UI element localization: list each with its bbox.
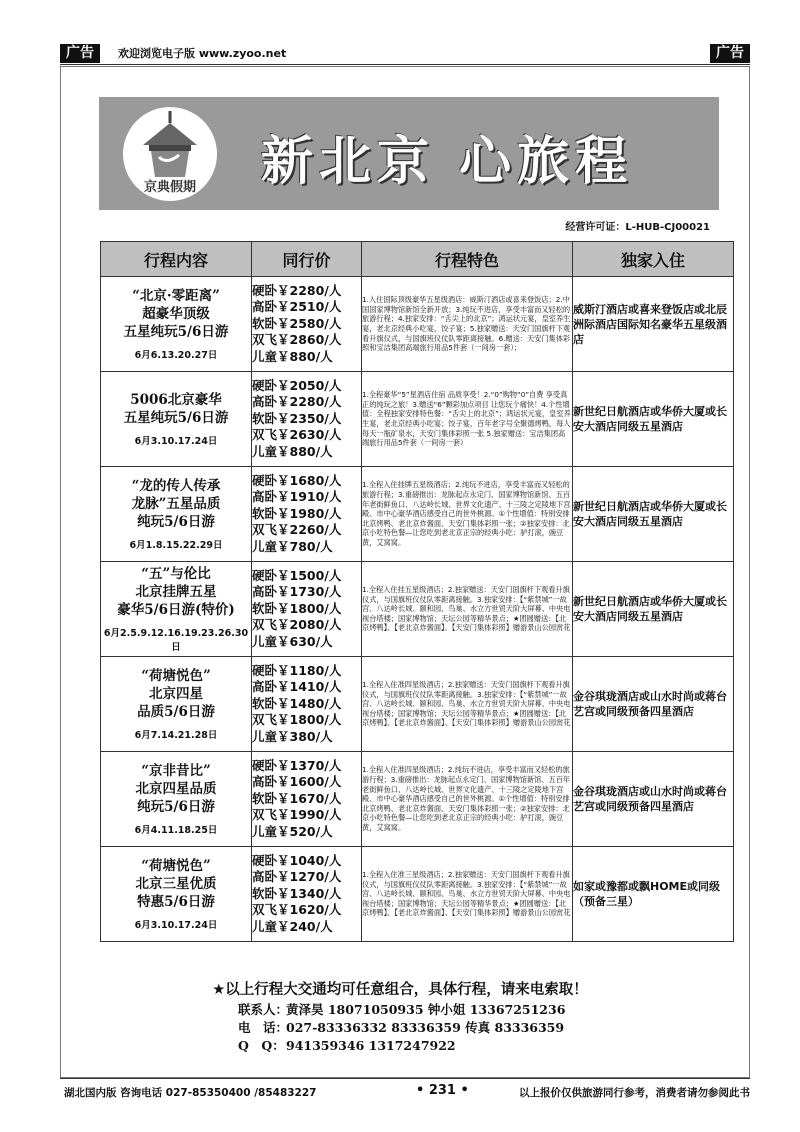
route-cell bbox=[101, 372, 252, 467]
welcome-text[interactable]: 欢迎浏览电子版 www.zyoo.net bbox=[118, 47, 287, 60]
itinerary-table bbox=[100, 241, 734, 942]
table-row bbox=[101, 372, 734, 467]
features-cell: 1.全程入住准三星级酒店；2.独家赠送：天安门国旗杆下观看升旗仪式，与国旗班仪仗队零距离接触。3.独家安排：【“紫禁城”一故宫、八达岭长城、颐和园、鸟巢、水立方世贸天阶大屏幕、中央电视台塔楼；国家博物馆；天坛公园等精华景点；★团圆赠送：【北京烤鸭】、【老北京炸酱面】、【天安门集体彩照】赠游景山公园赏花 bbox=[362, 847, 573, 942]
table-row bbox=[101, 847, 734, 942]
route-cell bbox=[101, 847, 252, 942]
price-item: 双飞￥2860/人 bbox=[252, 332, 342, 348]
footer-edition-phone: 湖北国内版 咨询电话 027-85350400 /85483227 bbox=[64, 1087, 317, 1099]
features-cell: 1.全程豪华“5”星酒店住宿 品质享受！2.“0”购物“0”自费 享受真正的纯玩之旅！3.赠送“6”顆彩加点项目 让您玩个痛快！4.个性增值：全程独家安排特色餐：“舌尖上的北京”；鸿运状元宴，皇室养生宴，老北京经典小吃宴；饺子宴，百年老字号全聚德烤鸭，每人每天一瓶矿泉水，天安门集体彩照一张 5.独家赠送：宝洁集团高端旅行用品5件套（一间房一套） bbox=[362, 372, 573, 467]
phone-label: 电 话： bbox=[238, 1020, 289, 1035]
table-row bbox=[101, 277, 734, 372]
brand-logo bbox=[121, 105, 219, 203]
table-row bbox=[101, 562, 734, 657]
route-name: 超豪华顶级 bbox=[142, 306, 210, 322]
price-item: 硬卧￥2050/人 bbox=[252, 377, 342, 393]
hotel-cell: 新世纪日航酒店或华侨大厦或长安大酒店同级五星酒店 bbox=[573, 467, 734, 562]
table-row bbox=[101, 467, 734, 562]
ad-label-right: 广告 bbox=[710, 44, 750, 63]
route-name: “五”与伦比 bbox=[141, 566, 211, 582]
brand-banner bbox=[99, 97, 719, 210]
price-item: 双飞￥2080/人 bbox=[252, 617, 342, 633]
route-name: 特惠5/6日游 bbox=[137, 894, 215, 910]
table-row bbox=[101, 657, 734, 752]
contact-person bbox=[238, 1000, 565, 1018]
price-cell bbox=[252, 467, 362, 562]
route-name: 北京四星品质 bbox=[135, 781, 217, 797]
route-name: 纯玩5/6日游 bbox=[137, 514, 215, 530]
col-header-route: 行程内容 bbox=[101, 242, 252, 277]
col-header-price: 同行价 bbox=[252, 242, 362, 277]
price-item: 软卧￥2350/人 bbox=[252, 410, 342, 426]
price-item: 儿童￥630/人 bbox=[252, 633, 333, 649]
logo-text: 京典假期 bbox=[143, 180, 197, 195]
price-cell bbox=[252, 372, 362, 467]
route-cell bbox=[101, 752, 252, 847]
col-header-features: 行程特色 bbox=[362, 242, 573, 277]
route-cell bbox=[101, 467, 252, 562]
price-item: 软卧￥1980/人 bbox=[252, 505, 342, 521]
contact-qq bbox=[238, 1036, 456, 1054]
page-number: • 231 • bbox=[416, 1083, 469, 1098]
col-header-hotel: 独家入住 bbox=[573, 242, 734, 277]
route-name: 北京四星 bbox=[149, 686, 203, 702]
contact-value: 黄泽昊 18071050935 钟小姐 13367251236 bbox=[286, 1002, 566, 1017]
combination-notice: ★以上行程大交通均可任意组合，具体行程，请来电索取！ bbox=[212, 982, 588, 998]
route-cell bbox=[101, 277, 252, 372]
brand-title: 新北京 心旅程 bbox=[261, 131, 634, 192]
price-item: 软卧￥1340/人 bbox=[252, 885, 342, 901]
price-cell bbox=[252, 657, 362, 752]
price-item: 儿童￥880/人 bbox=[252, 348, 333, 364]
table-header-row bbox=[101, 242, 734, 277]
hotel-cell: 新世纪日航酒店或华侨大厦或长安大酒店同级五星酒店 bbox=[573, 372, 734, 467]
departure-dates: 6月2.5.9.12.16.19.23.26.30日 bbox=[103, 628, 249, 653]
route-cell bbox=[101, 657, 252, 752]
price-item: 高卧￥1270/人 bbox=[252, 869, 342, 885]
price-item: 高卧￥1910/人 bbox=[252, 489, 342, 505]
departure-dates: 6月1.8.15.22.29日 bbox=[129, 540, 223, 551]
price-item: 硬卧￥2280/人 bbox=[252, 282, 342, 298]
hotel-cell: 新世纪日航酒店或华侨大厦或长安大酒店同级五星酒店 bbox=[573, 562, 734, 657]
price-item: 双飞￥1990/人 bbox=[252, 807, 342, 823]
departure-dates: 6月3.10.17.24日 bbox=[134, 920, 218, 931]
price-item: 高卧￥2510/人 bbox=[252, 299, 342, 315]
price-item: 儿童￥780/人 bbox=[252, 538, 333, 554]
departure-dates: 6月7.14.21.28日 bbox=[134, 730, 218, 741]
price-cell bbox=[252, 752, 362, 847]
features-cell: 1.全程入住准四星级酒店；2.纯玩不进店，享受丰富而又轻松的旅游行程；3.重磅推出：龙脉起点永定门、国家博物馆新馆、五百年老街鲜鱼口、八达岭长城、世界文化遗产、十三陵之定陵地下宫殿、市中心豪华酒店感受自己的世外桃源。①个性增值：特别安排北京烤鸭、老北京炸酱面、天安门集体彩照一张；②独家安排：北京小吃特色餐—让您吃到老北京正宗的经典小吃：驴打滚，豌豆黄，艾窝窝。 bbox=[362, 752, 573, 847]
route-name: 龙脉”五星品质 bbox=[131, 496, 221, 512]
price-item: 儿童￥880/人 bbox=[252, 443, 333, 459]
features-cell: 1.全程入住挂牌五星级酒店；2.纯玩不进店，享受丰富而又轻松的旅游行程；3.重磅推出：龙脉起点永定门、国家博物馆新馆、五百年老街鲜鱼口、八达岭长城、世界文化遗产、十三陵之定陵地下宫殿、市中心豪华酒店感受自己的世外桃源。①个性增值：特别安排北京烤鸭、老北京炸酱面、天安门集体彩照一张；②独家安排：北京小吃特色餐—让您吃到老北京正宗的经典小吃：驴打滚，豌豆黄，艾窝窝。 bbox=[362, 467, 573, 562]
price-item: 双飞￥1620/人 bbox=[252, 902, 342, 918]
price-item: 软卧￥1670/人 bbox=[252, 790, 342, 806]
bottom-footer-bar bbox=[60, 1078, 750, 1103]
price-item: 硬卧￥1370/人 bbox=[252, 757, 342, 773]
price-item: 硬卧￥1040/人 bbox=[252, 852, 342, 868]
price-item: 高卧￥1600/人 bbox=[252, 774, 342, 790]
route-name: “北京·零距离” bbox=[132, 288, 220, 304]
departure-dates: 6月6.13.20.27日 bbox=[134, 350, 218, 361]
price-item: 儿童￥380/人 bbox=[252, 728, 333, 744]
phone-value: 027-83336332 83336359 传真 83336359 bbox=[286, 1020, 565, 1035]
route-name: “荷塘悦色” bbox=[141, 668, 211, 684]
price-item: 儿童￥240/人 bbox=[252, 918, 333, 934]
contact-phone bbox=[238, 1018, 564, 1036]
top-header-bar bbox=[60, 44, 750, 65]
price-item: 高卧￥1410/人 bbox=[252, 679, 342, 695]
hotel-cell: 金谷琪珑酒店或山水时尚或蒋台艺宫或同级预备四星酒店 bbox=[573, 657, 734, 752]
departure-dates: 6月4.11.18.25日 bbox=[134, 825, 218, 836]
route-name: “京非昔比” bbox=[141, 763, 211, 779]
price-item: 儿童￥520/人 bbox=[252, 823, 333, 839]
features-cell: 1.全程入住准四星级酒店；2.独家赠送：天安门国旗杆下观看升旗仪式，与国旗班仪仗队零距离接触。3.独家安排：【“紫禁城”一故宫、八达岭长城、颐和园、鸟巢、水立方世贸天阶大屏幕、中央电视台塔楼；国家博物馆；天坛公园等精华景点；★团圆赠送：【北京烤鸭】、【老北京炸酱面】、【天安门集体彩照】赠游景山公园赏花 bbox=[362, 657, 573, 752]
hotel-cell: 如家或豫都或飘HOME或同级（预备三星） bbox=[573, 847, 734, 942]
table-row bbox=[101, 752, 734, 847]
price-item: 软卧￥1800/人 bbox=[252, 600, 342, 616]
price-cell bbox=[252, 847, 362, 942]
route-name: 纯玩5/6日游 bbox=[137, 799, 215, 815]
contact-label: 联系人： bbox=[238, 1002, 289, 1017]
hotel-cell: 威斯汀酒店或喜来登饭店或北辰洲际酒店国际知名豪华五星级酒店 bbox=[573, 277, 734, 372]
price-cell bbox=[252, 562, 362, 657]
price-item: 软卧￥2580/人 bbox=[252, 315, 342, 331]
price-item: 高卧￥2280/人 bbox=[252, 394, 342, 410]
route-name: “荷塘悦色” bbox=[141, 858, 211, 874]
route-name: 五星纯玩5/6日游 bbox=[123, 410, 229, 426]
price-item: 双飞￥2260/人 bbox=[252, 522, 342, 538]
price-item: 硬卧￥1680/人 bbox=[252, 472, 342, 488]
route-name: 五星纯玩5/6日游 bbox=[123, 324, 229, 340]
route-cell bbox=[101, 562, 252, 657]
ad-label-left: 广告 bbox=[60, 44, 100, 63]
footer-disclaimer: 以上报价仅供旅游同行参考，消费者请勿参阅此书 bbox=[519, 1087, 750, 1099]
price-item: 双飞￥2630/人 bbox=[252, 427, 342, 443]
route-name: 5006北京豪华 bbox=[130, 392, 222, 408]
business-license: 经营许可证：L-HUB-CJ00021 bbox=[565, 222, 710, 233]
route-name: 北京挂牌五星 bbox=[135, 584, 217, 600]
qq-label: Q Q： bbox=[238, 1038, 285, 1053]
price-item: 软卧￥1480/人 bbox=[252, 695, 342, 711]
price-item: 双飞￥1800/人 bbox=[252, 712, 342, 728]
qq-value: 941359346 1317247922 bbox=[286, 1038, 456, 1053]
hotel-cell: 金谷琪珑酒店或山水时尚或蒋台艺宫或同级预备四星酒店 bbox=[573, 752, 734, 847]
price-item: 硬卧￥1500/人 bbox=[252, 567, 342, 583]
price-cell bbox=[252, 277, 362, 372]
route-name: 北京三星优质 bbox=[135, 876, 217, 892]
route-name: “龙的传人传承 bbox=[131, 478, 221, 494]
price-item: 硬卧￥1180/人 bbox=[252, 662, 342, 678]
price-item: 高卧￥1730/人 bbox=[252, 584, 342, 600]
departure-dates: 6月3.10.17.24日 bbox=[134, 436, 218, 447]
features-cell: 1.入住国际顶级豪华五星级酒店：威斯汀酒店或喜来登饭店；2.中国国家博物馆新馆全新开放；3.纯玩不进店，享受丰富而又轻松的旅游行程；4.独家安排：“舌尖上的北京”；鸿运状元宴，皇室养生宴，老北京经典小吃宴，饺子宴；5.独家赠送：天安门国旗杆下观看升旗仪式，与国旗班仪仗队零距离接触。6.赠送：天安门集体彩照和宝洁集团高端旅行用品5件套（一间房一套）； bbox=[362, 277, 573, 372]
features-cell: 1.全程入住挂五星级酒店；2.独家赠送：天安门国旗杆下观看升旗仪式，与国旗班仪仗队零距离接触。3.独家安排：【“紫禁城”一故宫、八达岭长城、颐和园、鸟巢、水立方世贸天阶大屏幕、中央电视台塔楼；国家博物馆；天坛公园等精华景点；★团圆赠送：【北京烤鸭】、【老北京炸酱面】、【天安门集体彩照】赠游景山公园赏花 bbox=[362, 562, 573, 657]
route-name: 豪华5/6日游(特价) bbox=[117, 602, 235, 618]
route-name: 品质5/6日游 bbox=[137, 704, 215, 720]
